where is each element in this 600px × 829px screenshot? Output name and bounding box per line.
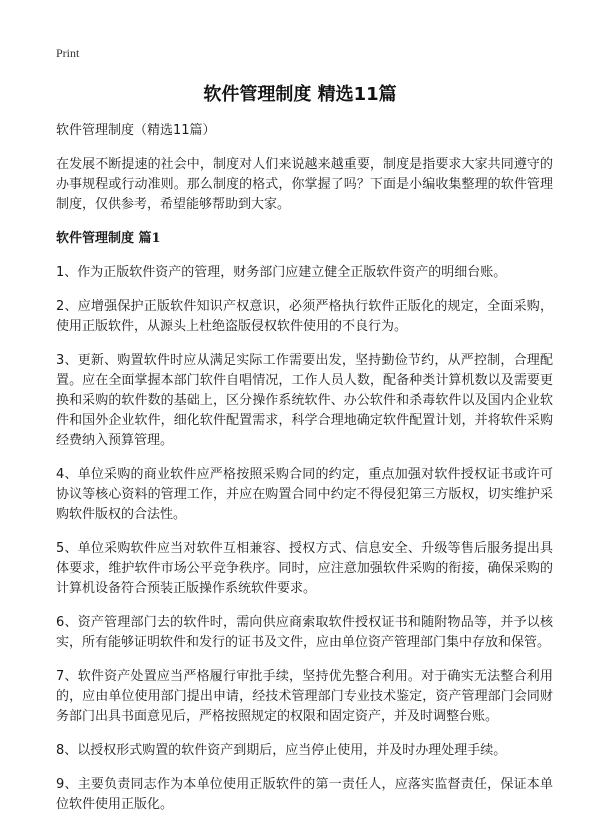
print-label: Print (56, 46, 80, 60)
list-item: 1、作为正版软件资产的管理，财务部门应建立健全正版软件资产的明细台账。 (56, 265, 507, 280)
list-item: 9、主要负责同志作为本单位使用正版软件的第一责任人，应落实监督责任，保证本单位软件使用正版化。 (56, 777, 553, 812)
document-body (56, 121, 553, 829)
list-item: 2、应增强保护正版软件知识产权意识，必须严格执行软件正版化的规定，全面采购，使用正版软件，从源头上杜绝盗版侵权软件使用的不良行为。 (56, 299, 553, 334)
list-item: 5、单位采购软件应当对软件互相兼容、授权方式、信息安全、升级等售后服务提出具体要求，维护软件市场公平竞争秩序。同时，应注意加强软件采购的衔接，确保采购的计算机设备符合预装正版操作系统软件要求。 (56, 541, 553, 596)
section-heading: 软件管理制度 篇1 (56, 231, 161, 246)
document-subtitle: 软件管理制度（精选11篇） (56, 123, 216, 138)
list-item: 6、资产管理部门去的软件时，需向供应商索取软件授权证书和随附物品等，并予以核实，所有能够证明软件和发行的证书及文件，应由单位资产管理部门集中存放和保管。 (56, 615, 553, 650)
list-item: 8、以授权形式购置的软件资产到期后，应当停止使用，并及时办理处理手续。 (56, 743, 507, 758)
document-title: 软件管理制度 精选11篇 (203, 84, 397, 105)
list-item: 7、软件资产处置应当严格履行审批手续，坚持优先整合利用。对于确实无法整合利用的，应由单位使用部门提出申请，经技术管理部门专业技术鉴定，资产管理部门会同财务部门出具书面意见后，严格按照规定的权限和固定资产，并及时调整台账。 (56, 669, 553, 724)
list-item: 4、单位采购的商业软件应严格按照采购合同的约定，重点加强对软件授权证书或许可协议等核心资料的管理工作，并应在购置合同中约定不得侵犯第三方版权，切实维护采购软件版权的合法性。 (56, 467, 553, 522)
list-item: 3、更新、购置软件时应从满足实际工作需要出发，坚持勤俭节约，从严控制，合理配置。应在全面掌握本部门软件自唱情况，工作人员人数，配备种类计算机数以及需要更换和采购的软件数的基础上，区分操作系统软件、办公软件和杀毒软件以及国内企业软件和国外企业软件，细化软件配置需求，科学合理地确定软件配置计划，并将软件采购经费纳入预算管理。 (56, 353, 553, 448)
intro-paragraph: 在发展不断提速的社会中，制度对人们来说越来越重要，制度是指要求大家共同遵守的办事规程或行动准则。那么制度的格式，你掌握了吗？下面是小编收集整理的软件管理制度，仅供参考，希望能够帮助到大家。 (56, 157, 553, 212)
